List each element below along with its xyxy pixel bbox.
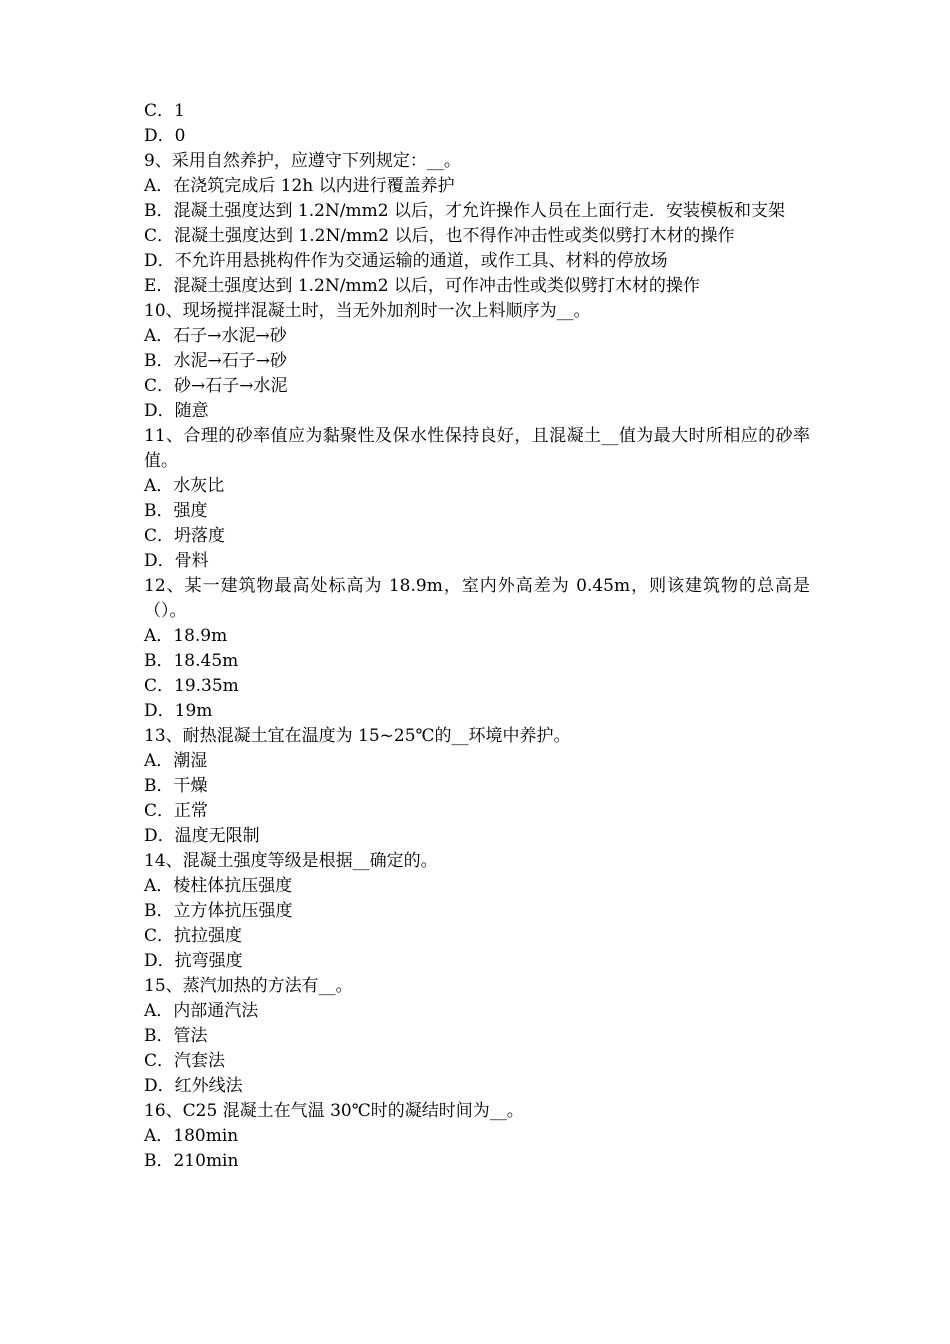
option-line: B．18.45m: [144, 651, 239, 671]
question-line: 15、蒸汽加热的方法有__。: [144, 976, 353, 996]
option-line: B．立方体抗压强度: [144, 901, 293, 921]
option-line: E．混凝土强度达到 1.2N/mm2 以后，可作冲击性或类似劈打木材的操作: [144, 276, 700, 296]
option-line: A．内部通汽法: [144, 1001, 259, 1021]
option-line: B．水泥→石子→砂: [144, 351, 287, 371]
option-line: C．坍落度: [144, 526, 226, 546]
option-line: A．棱柱体抗压强度: [144, 876, 293, 896]
option-line: A．180min: [144, 1126, 239, 1146]
option-line: C．1: [144, 101, 185, 121]
option-line: C．砂→石子→水泥: [144, 376, 288, 396]
question-line: 12、某一建筑物最高处标高为 18.9m，室内外高差为 0.45m，则该建筑物的总高是（）。: [144, 576, 810, 621]
question-line: 13、耐热混凝土宜在温度为 15~25℃的__环境中养护。: [144, 726, 571, 746]
question-line: 9、采用自然养护，应遵守下列规定：__。: [144, 151, 461, 171]
option-line: A．18.9m: [144, 626, 228, 646]
option-line: A．潮湿: [144, 751, 208, 771]
option-line: A．石子→水泥→砂: [144, 326, 287, 346]
document-page: [144, 99, 810, 1174]
question-line: 14、混凝土强度等级是根据__确定的。: [144, 851, 438, 871]
option-line: C．汽套法: [144, 1051, 226, 1071]
question-line: 10、现场搅拌混凝土时，当无外加剂时一次上料顺序为__。: [144, 301, 591, 321]
option-line: D．不允许用悬挑构件作为交通运输的通道，或作工具、材料的停放场: [144, 251, 668, 271]
option-line: B．干燥: [144, 776, 208, 796]
option-line: D．0: [144, 126, 186, 146]
option-line: D．红外线法: [144, 1076, 243, 1096]
question-line: 16、C25 混凝土在气温 30℃时的凝结时间为__。: [144, 1101, 524, 1121]
option-line: C．19.35m: [144, 676, 239, 696]
option-line: D．温度无限制: [144, 826, 260, 846]
option-line: C．混凝土强度达到 1.2N/mm2 以后，也不得作冲击性或类似劈打木材的操作: [144, 226, 735, 246]
option-line: D．抗弯强度: [144, 951, 243, 971]
option-line: B．混凝土强度达到 1.2N/mm2 以后，才允许操作人员在上面行走．安装模板和支架: [144, 201, 785, 221]
option-line: B．强度: [144, 501, 208, 521]
option-line: A．在浇筑完成后 12h 以内进行覆盖养护: [144, 176, 455, 196]
option-line: B．管法: [144, 1026, 208, 1046]
option-line: D．19m: [144, 701, 213, 721]
option-line: B．210min: [144, 1151, 239, 1171]
option-line: C．正常: [144, 801, 209, 821]
question-line: 11、合理的砂率值应为黏聚性及保水性保持良好，且混凝土__值为最大时所相应的砂率值。: [144, 426, 810, 471]
option-line: D．随意: [144, 401, 209, 421]
option-line: A．水灰比: [144, 476, 225, 496]
option-line: D．骨料: [144, 551, 209, 571]
option-line: C．抗拉强度: [144, 926, 243, 946]
